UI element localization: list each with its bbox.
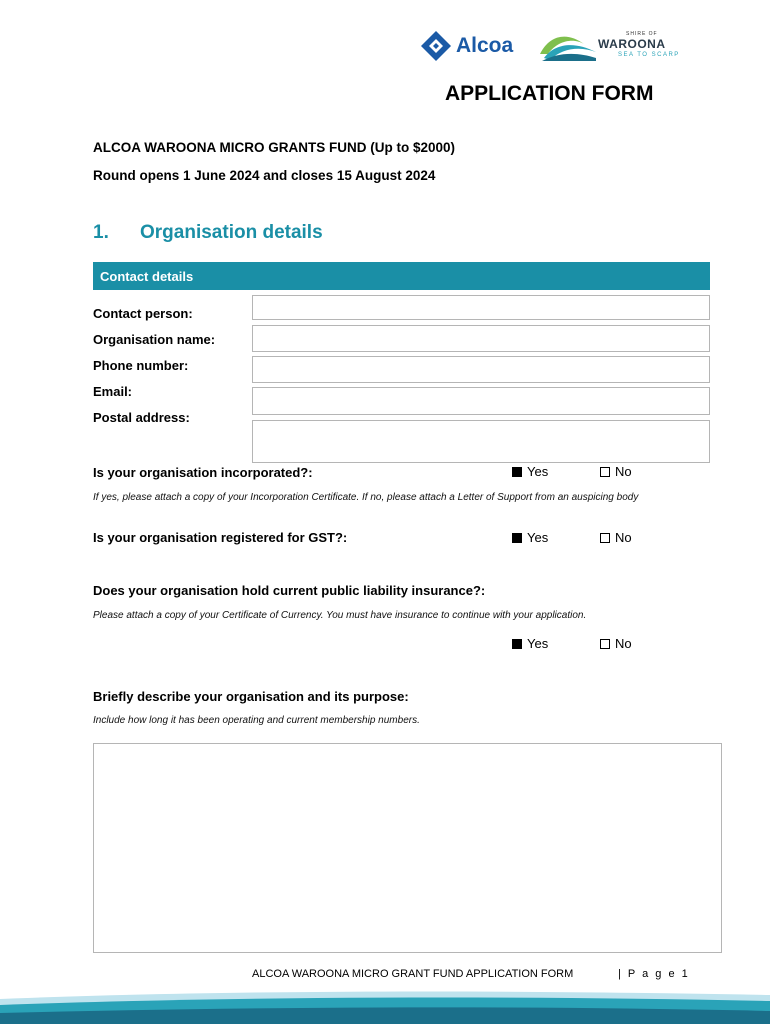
describe-note: Include how long it has been operating and current membership numbers. (93, 715, 420, 726)
incorporated-yes-label: Yes (527, 464, 549, 479)
gst-yes-option[interactable] (512, 530, 548, 545)
insurance-no-option[interactable] (600, 636, 632, 651)
waroona-logo-tagline: SEA TO SCARP (618, 52, 680, 58)
phone-number-label: Phone number: (93, 358, 189, 373)
section-title: Organisation details (140, 222, 323, 243)
incorporated-no-label: No (615, 464, 632, 479)
contact-person-label: Contact person: (93, 306, 193, 321)
insurance-no-label: No (615, 636, 632, 651)
insurance-question: Does your organisation hold current public liability insurance?: (93, 583, 486, 598)
alcoa-diamond-icon (420, 30, 452, 62)
contact-person-field[interactable] (252, 295, 710, 320)
phone-number-field[interactable] (252, 356, 710, 383)
gst-no-option[interactable] (600, 530, 632, 545)
unchecked-box-icon (600, 467, 610, 477)
unchecked-box-icon (600, 639, 610, 649)
incorporated-note: If yes, please attach a copy of your Incorporation Certificate. If no, please attach a Letter of Support from an auspicing body (93, 492, 639, 503)
alcoa-logo (420, 28, 525, 64)
email-label: Email: (93, 384, 133, 399)
postal-address-label: Postal address: (93, 410, 190, 425)
waroona-logo (538, 24, 688, 68)
checked-box-icon (512, 533, 522, 543)
unchecked-box-icon (600, 533, 610, 543)
insurance-yes-label: Yes (527, 636, 549, 651)
waroona-wave-icon (538, 28, 598, 64)
postal-address-field[interactable] (252, 420, 710, 463)
waroona-logo-top: SHIRE OF (626, 31, 658, 37)
describe-question: Briefly describe your organisation and its purpose: (93, 689, 409, 704)
incorporated-yes-option[interactable] (512, 464, 548, 479)
footer-text: ALCOA WAROONA MICRO GRANT FUND APPLICATION FORM (252, 968, 574, 980)
insurance-note: Please attach a copy of your Certificate of Currency. You must have insurance to continue with your application. (93, 610, 587, 621)
section-number: 1. (93, 222, 109, 243)
waroona-logo-name: WAROONA (598, 37, 666, 51)
describe-textarea[interactable] (93, 743, 722, 953)
gst-yes-label: Yes (527, 530, 549, 545)
contact-details-bar (93, 262, 710, 290)
incorporated-question: Is your organisation incorporated?: (93, 465, 313, 480)
email-field[interactable] (252, 387, 710, 415)
form-title: APPLICATION FORM (445, 82, 654, 105)
gst-no-label: No (615, 530, 632, 545)
alcoa-logo-text: Alcoa (456, 34, 514, 57)
round-dates: Round opens 1 June 2024 and closes 15 August 2024 (93, 168, 436, 183)
footer-wave-decoration (0, 985, 770, 1024)
fund-line: ALCOA WAROONA MICRO GRANTS FUND (Up to $2000) (93, 140, 456, 155)
gst-question: Is your organisation registered for GST?: (93, 530, 348, 545)
organisation-name-field[interactable] (252, 325, 710, 352)
organisation-name-label: Organisation name: (93, 332, 216, 347)
page-number: | P a g e 1 (618, 968, 690, 980)
incorporated-no-option[interactable] (600, 464, 632, 479)
checked-box-icon (512, 467, 522, 477)
insurance-yes-option[interactable] (512, 636, 548, 651)
checked-box-icon (512, 639, 522, 649)
contact-details-label: Contact details (100, 269, 194, 284)
